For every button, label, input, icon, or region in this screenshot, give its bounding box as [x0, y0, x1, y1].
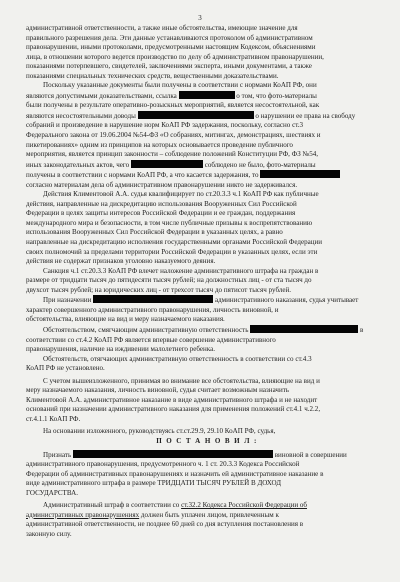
ruling-heading: П О С Т А Н О В И Л :	[156, 436, 258, 445]
text-line: правонарушении, иными протоколами, предусмотренными настоящим Кодексом, объяснениями	[26, 43, 316, 52]
text-line: действия не содержат признаков уголовно наказуемого деяния.	[26, 257, 216, 266]
text-line: административной ответственности, не позднее 60 дней со дня вступления постановления в	[26, 520, 304, 529]
text-line	[26, 170, 388, 181]
document-body	[26, 24, 388, 539]
text-segment: являются несостоятельными доводы	[26, 111, 136, 120]
text-line: лица, в отношении которого ведется производство по делу об административном правонарушении,	[26, 52, 324, 61]
text-line	[26, 450, 388, 461]
redaction-bar	[179, 91, 235, 99]
text-line: законную силу.	[26, 529, 72, 538]
text-line: оснований при назначении административного наказания для применения положений ст.4.1 ч.2.2,	[26, 405, 321, 414]
text-line: Поскольку указанные документы были получены в соответствии с нормами КоАП РФ, они	[43, 81, 317, 90]
text-line: характер совершенного административного правонарушения, личность виновной, и	[26, 305, 279, 314]
text-line: собраний и произведение в нарушение норм КоАП РФ задержания, поскольку, согласно ст.3	[26, 121, 304, 130]
text-segment: о нарушении ее права на свободу	[255, 111, 356, 120]
law-reference-link-continued[interactable]: административных правонарушениях	[26, 510, 140, 519]
text-segment: соблюдено не было, фото-материалы	[204, 160, 316, 169]
text-line: мероприятия, является принцип законности – соблюдение положений Конституции РФ, ФЗ №54,	[26, 150, 319, 159]
text-line: Федерации в целях защиты интересов Российской Федерации и ее граждан, поддержания	[26, 209, 296, 218]
text-line: согласно материалам дела об административном правонарушении никто не задерживался.	[26, 180, 298, 189]
text-segment: иных законодательных актов, чего	[26, 160, 130, 169]
text-line: правонарушения, наличие на иждивении малолетнего ребенка.	[26, 345, 215, 354]
text-line: Действия Климентовой А.А. судья квалифицирует по ст.20.3.3 ч.1 КоАП РФ как публичные	[43, 190, 319, 199]
redaction-bar	[93, 295, 213, 303]
text-line: показаниями потерпевшего, свидетелей, заключениями эксперта, иными документами, а также	[26, 62, 312, 71]
text-line: меру назначаемого наказания, личность виновной, судья считает возможным назначить	[26, 386, 290, 395]
text-line: своих полномочий за пределами территории Российской Федерации в указанных целях, если эти	[26, 247, 318, 256]
text-line	[26, 295, 388, 306]
law-reference-link[interactable]: ст.32.2 Кодекса Российской Федерации об	[181, 501, 308, 510]
text-line: ГОСУДАРСТВА.	[26, 488, 78, 497]
text-segment: При назначении	[43, 296, 92, 305]
redaction-bar	[260, 170, 340, 178]
text-line: КоАП РФ не установлено.	[26, 364, 105, 373]
text-line: были получены в результате оперативно-розыскных мероприятий, является несостоятельной, как	[26, 101, 320, 110]
text-line: действия, направленные на дискредитацию использования Вооруженных Сил Российской	[26, 199, 297, 208]
text-line: С учетом вышеизложенного, принимая во внимание все обстоятельства, влияющие на вид и	[43, 376, 320, 385]
text-segment: должен быть уплачен лицом, привлеченным к	[140, 510, 279, 519]
text-segment: административного наказания, судья учитывает	[214, 296, 359, 305]
text-line: Климентовой А.А. административное наказание в виде административного штрафа и не находит	[26, 395, 318, 404]
text-line	[26, 501, 388, 511]
text-segment: получены в соответствии с нормами КоАП РФ, а что касается задержания, то	[26, 171, 259, 180]
text-line	[26, 511, 388, 521]
redaction-bar	[250, 325, 358, 333]
redaction-bar	[131, 160, 203, 168]
text-line: Обстоятельств, отягчающих административную ответственность в соответствии со ст.4.3	[43, 354, 312, 363]
text-segment: о том, что фото-материалы	[236, 91, 317, 100]
text-line: обстоятельства, влияющие на вид и меру назначаемого наказания.	[26, 315, 225, 324]
text-segment: виновной в совершении	[274, 450, 347, 459]
text-line	[26, 325, 388, 336]
text-line	[26, 111, 388, 122]
text-line: пикетированиях» одним из принципов на которых основывается проведение публичного	[26, 140, 293, 149]
redaction-bar	[138, 111, 254, 119]
text-line: двухсот тысяч рублей; на юридических лиц - от трехсот тысяч до пятисот тысяч рублей.	[26, 285, 292, 294]
text-line: ст.4.1.1 КоАП РФ.	[26, 414, 81, 423]
text-line: соответствии со ст.4.2 КоАП РФ является впервые совершение административного	[26, 335, 276, 344]
text-line: Федерального закона от 19.06.2004 №54-ФЗ «О собраниях, митингах, демонстрациях, шествиях и	[26, 131, 321, 140]
text-segment: Обстоятельством, смягчающим административную ответственность	[43, 325, 249, 334]
text-segment: в	[359, 325, 364, 334]
redaction-bar	[73, 450, 273, 458]
text-line: Санкция ч.1 ст.20.3.3 КоАП РФ влечет наложение административного штрафа на граждан в	[43, 266, 319, 275]
text-segment: являются допустимыми доказательствами, ссылка	[26, 91, 177, 100]
text-line: На основании изложенного, руководствуясь ст.ст.29.9, 29.10 КоАП РФ, судья,	[43, 427, 276, 436]
text-line: правильного разрешения дела. Эти данные устанавливаются протоколом об административном	[26, 33, 313, 42]
text-line: международного мира и безопасности, в том числе публичные призывы к воспрепятствованию	[26, 218, 313, 227]
text-line: виде административного штрафа в размере ТРИДЦАТИ ТЫСЯЧ РУБЛЕЙ В ДОХОД	[26, 479, 282, 488]
text-line	[26, 160, 388, 171]
text-segment: Признать	[43, 450, 72, 459]
text-line	[26, 91, 388, 102]
page-number: 3	[198, 14, 202, 22]
text-line: использования Вооруженных Сил Российской Федерации в указанных целях, а равно	[26, 228, 283, 237]
text-line: административного правонарушения, предусмотренного ч. 1 ст. 20.3.3 Кодекса Российской	[26, 460, 300, 469]
text-line: размере от тридцати тысяч до пятидесяти тысяч рублей; на должностных лиц - от ста тысяч до	[26, 276, 312, 285]
text-line: административной ответственности, а также иные обстоятельства, имеющие значение для	[26, 24, 298, 32]
text-line: направленные на дискредитацию исполнения государственными органами Российской Федерации	[26, 238, 323, 247]
text-line: показаниями специальных технических средств, вещественными доказательствами.	[26, 71, 279, 80]
text-segment: Административный штраф в соответствии со	[43, 501, 180, 510]
text-line: Федерации об административных правонарушениях и назначить ей административное наказание в	[26, 469, 324, 478]
